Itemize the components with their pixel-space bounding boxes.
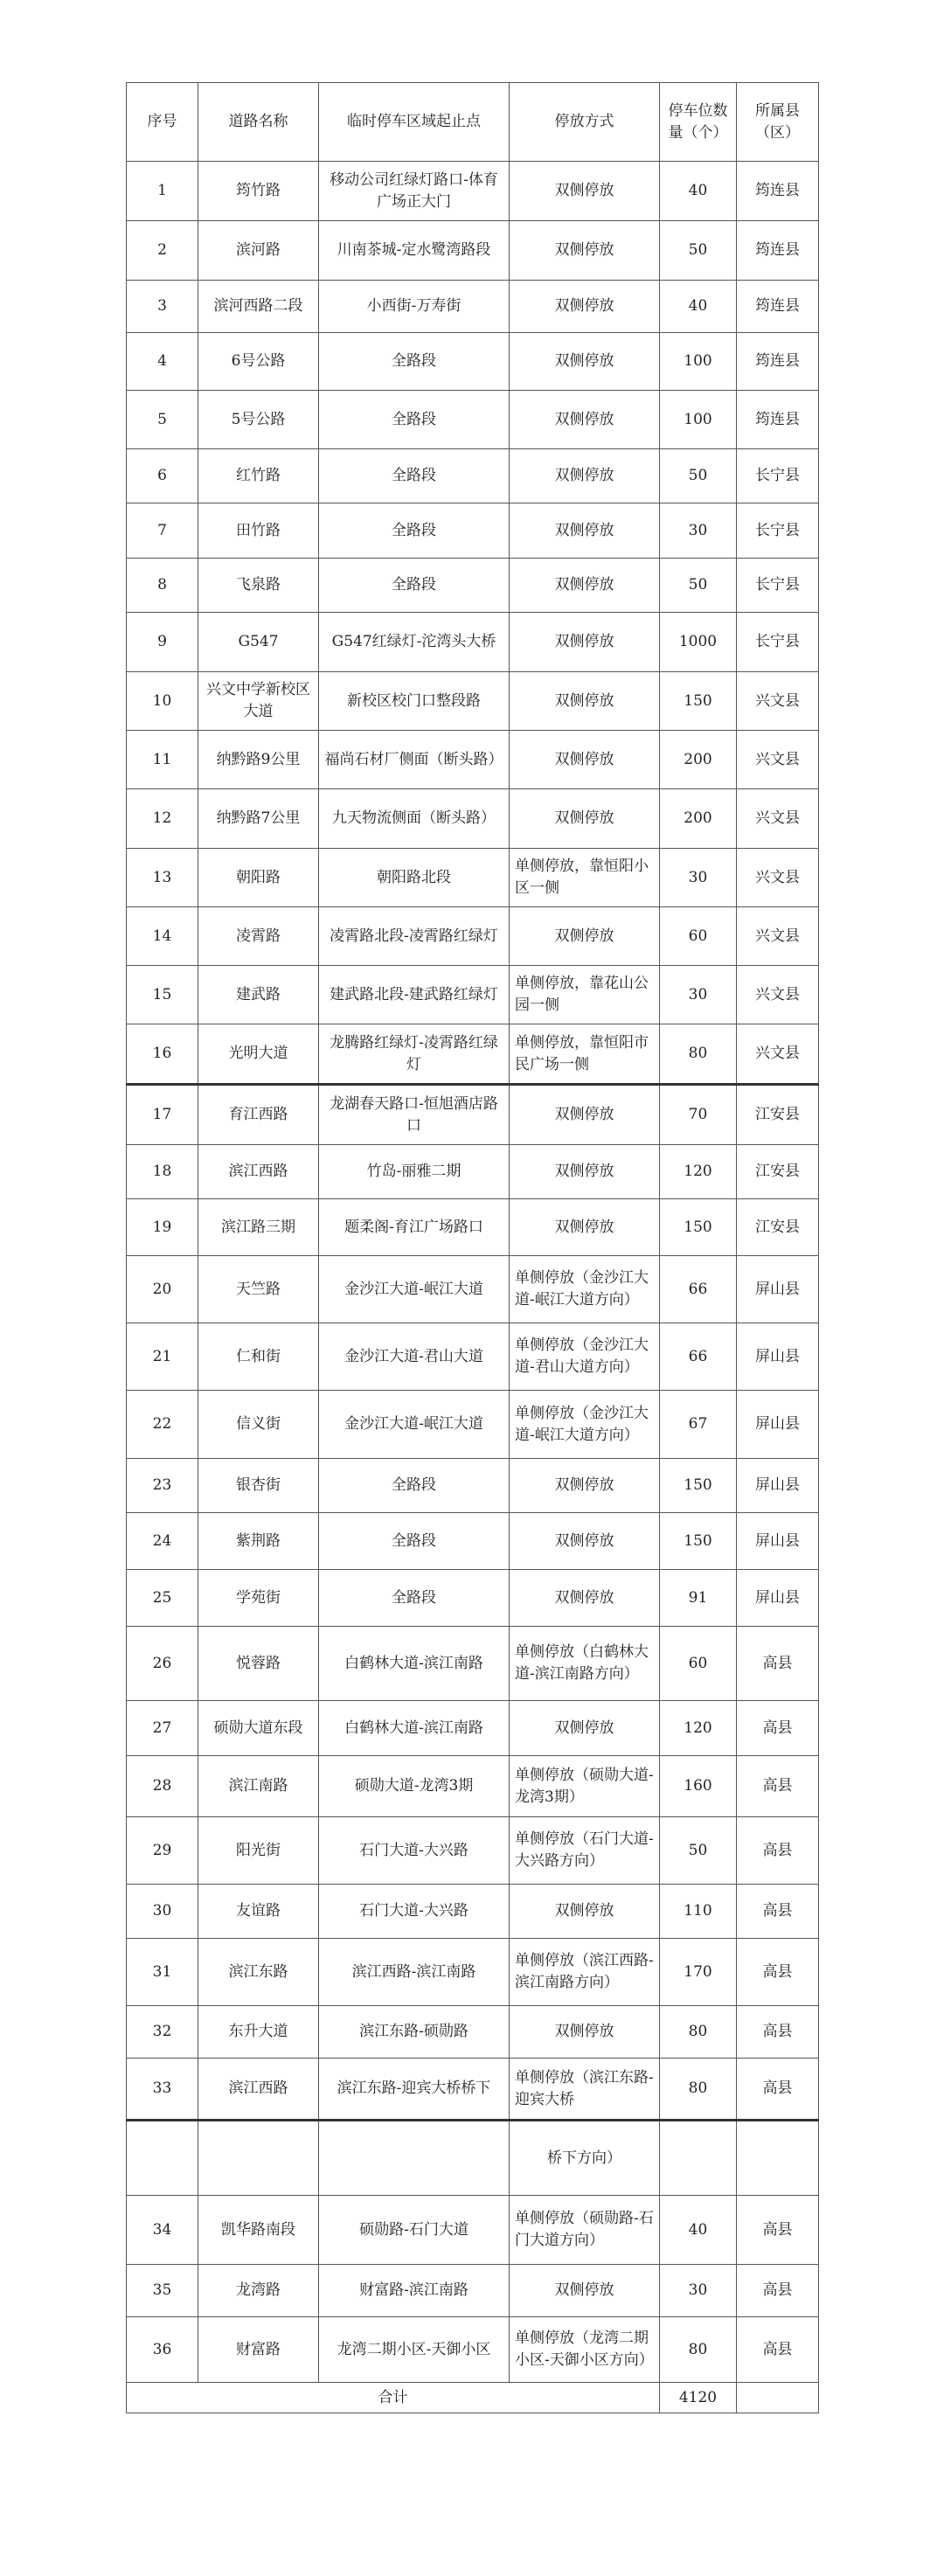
table-row — [127, 1085, 819, 1145]
table-row — [127, 2121, 819, 2196]
cell-no: 27 — [127, 1701, 198, 1756]
cell-range: 新校区校门口整段路 — [319, 672, 510, 731]
table-row — [127, 333, 819, 391]
cell-mode: 双侧停放 — [510, 672, 660, 731]
table-row — [127, 2059, 819, 2121]
cell-county: 长宁县 — [737, 613, 819, 672]
table-row — [127, 1145, 819, 1199]
cell-road: 纳黔路9公里 — [198, 731, 319, 789]
table-row — [127, 2317, 819, 2383]
cell-count: 170 — [660, 1939, 737, 2006]
cell-road: 5号公路 — [198, 391, 319, 449]
cell-mode: 双侧停放 — [510, 162, 660, 221]
cell-count — [660, 2121, 737, 2196]
cell-range: 全路段 — [319, 449, 510, 503]
table-row — [127, 2265, 819, 2317]
cell-mode: 单侧停放，靠花山公园一侧 — [510, 966, 660, 1024]
cell-county: 高县 — [737, 1817, 819, 1885]
cell-count: 80 — [660, 1024, 737, 1085]
cell-road: 银杏街 — [198, 1459, 319, 1513]
cell-no: 9 — [127, 613, 198, 672]
cell-county: 筠连县 — [737, 391, 819, 449]
cell-road: 育江西路 — [198, 1085, 319, 1145]
table-row — [127, 731, 819, 789]
cell-road: 滨河西路二段 — [198, 281, 319, 333]
table-row — [127, 1817, 819, 1885]
cell-mode: 双侧停放 — [510, 907, 660, 966]
total-empty — [737, 2383, 819, 2413]
cell-count: 150 — [660, 1459, 737, 1513]
cell-mode: 双侧停放 — [510, 1145, 660, 1199]
cell-no: 25 — [127, 1570, 198, 1627]
cell-county: 屏山县 — [737, 1570, 819, 1627]
table-row — [127, 221, 819, 281]
cell-count: 150 — [660, 672, 737, 731]
cell-county: 兴文县 — [737, 907, 819, 966]
cell-road — [198, 2121, 319, 2196]
cell-road: 凌霄路 — [198, 907, 319, 966]
cell-count: 91 — [660, 1570, 737, 1627]
cell-range: 凌霄路北段-凌霄路红绿灯 — [319, 907, 510, 966]
cell-count: 40 — [660, 162, 737, 221]
cell-range: 硕勋路-石门大道 — [319, 2196, 510, 2265]
cell-count: 160 — [660, 1756, 737, 1817]
cell-range: 全路段 — [319, 1570, 510, 1627]
cell-mode: 单侧停放（滨江西路-滨江南路方向） — [510, 1939, 660, 2006]
header-cell-county: 所属县（区） — [737, 83, 819, 162]
cell-count: 80 — [660, 2317, 737, 2383]
cell-range: 题柔阁-育江广场路口 — [319, 1199, 510, 1256]
table-header-row — [127, 83, 819, 162]
cell-county: 高县 — [737, 2196, 819, 2265]
cell-county: 高县 — [737, 1756, 819, 1817]
cell-count: 40 — [660, 281, 737, 333]
table-row — [127, 1885, 819, 1939]
cell-no: 28 — [127, 1756, 198, 1817]
cell-road: 田竹路 — [198, 503, 319, 559]
table-row — [127, 1627, 819, 1701]
cell-no: 14 — [127, 907, 198, 966]
cell-road: 兴文中学新校区大道 — [198, 672, 319, 731]
cell-road: 建武路 — [198, 966, 319, 1024]
cell-road: 学苑街 — [198, 1570, 319, 1627]
cell-range: 白鹤林大道-滨江南路 — [319, 1627, 510, 1701]
cell-road: 悦蓉路 — [198, 1627, 319, 1701]
cell-count: 150 — [660, 1513, 737, 1570]
cell-range: 建武路北段-建武路红绿灯 — [319, 966, 510, 1024]
table-row — [127, 907, 819, 966]
cell-mode: 单侧停放，靠恒阳市民广场一侧 — [510, 1024, 660, 1085]
cell-mode: 双侧停放 — [510, 2006, 660, 2059]
cell-mode: 双侧停放 — [510, 613, 660, 672]
cell-no: 32 — [127, 2006, 198, 2059]
cell-mode: 单侧停放（硕勋大道-龙湾3期） — [510, 1756, 660, 1817]
cell-county: 高县 — [737, 2317, 819, 2383]
cell-no: 10 — [127, 672, 198, 731]
cell-mode: 双侧停放 — [510, 1085, 660, 1145]
cell-no: 2 — [127, 221, 198, 281]
cell-mode: 双侧停放 — [510, 221, 660, 281]
table-row — [127, 672, 819, 731]
cell-county: 屏山县 — [737, 1459, 819, 1513]
cell-county: 屏山县 — [737, 1391, 819, 1459]
cell-no: 17 — [127, 1085, 198, 1145]
cell-county: 屏山县 — [737, 1323, 819, 1391]
cell-mode: 单侧停放（龙湾二期小区-天御小区方向） — [510, 2317, 660, 2383]
table-row — [127, 613, 819, 672]
cell-range: 石门大道-大兴路 — [319, 1817, 510, 1885]
cell-no: 12 — [127, 789, 198, 849]
cell-no: 20 — [127, 1256, 198, 1323]
cell-no: 3 — [127, 281, 198, 333]
cell-mode: 双侧停放 — [510, 731, 660, 789]
cell-county: 高县 — [737, 2006, 819, 2059]
cell-range: 龙湖春天路口-恒旭酒店路口 — [319, 1085, 510, 1145]
cell-no: 5 — [127, 391, 198, 449]
cell-count: 30 — [660, 503, 737, 559]
cell-mode: 双侧停放 — [510, 503, 660, 559]
table-row — [127, 1323, 819, 1391]
cell-road: 6号公路 — [198, 333, 319, 391]
cell-county: 江安县 — [737, 1199, 819, 1256]
cell-mode: 双侧停放 — [510, 1459, 660, 1513]
cell-mode: 双侧停放 — [510, 2265, 660, 2317]
cell-county: 兴文县 — [737, 731, 819, 789]
cell-range: 全路段 — [319, 559, 510, 613]
table-row — [127, 789, 819, 849]
cell-mode: 单侧停放，靠恒阳小区一侧 — [510, 849, 660, 907]
cell-mode: 单侧停放（金沙江大道-君山大道方向） — [510, 1323, 660, 1391]
cell-county: 筠连县 — [737, 281, 819, 333]
cell-count: 60 — [660, 1627, 737, 1701]
cell-mode: 双侧停放 — [510, 1570, 660, 1627]
cell-road: 滨江东路 — [198, 1939, 319, 2006]
cell-range: 九天物流侧面（断头路） — [319, 789, 510, 849]
cell-county: 屏山县 — [737, 1256, 819, 1323]
cell-road: 紫荆路 — [198, 1513, 319, 1570]
table-row — [127, 1939, 819, 2006]
cell-road: 天竺路 — [198, 1256, 319, 1323]
header-cell-mode: 停放方式 — [510, 83, 660, 162]
cell-mode: 单侧停放（金沙江大道-岷江大道方向） — [510, 1391, 660, 1459]
cell-no: 26 — [127, 1627, 198, 1701]
cell-county: 长宁县 — [737, 559, 819, 613]
cell-mode: 双侧停放 — [510, 1701, 660, 1756]
cell-no: 19 — [127, 1199, 198, 1256]
cell-no: 33 — [127, 2059, 198, 2121]
cell-count: 80 — [660, 2059, 737, 2121]
cell-range: 福尚石材厂侧面（断头路） — [319, 731, 510, 789]
cell-road: 财富路 — [198, 2317, 319, 2383]
cell-range: 朝阳路北段 — [319, 849, 510, 907]
cell-county: 兴文县 — [737, 849, 819, 907]
cell-count: 30 — [660, 849, 737, 907]
table-row — [127, 849, 819, 907]
cell-road: 滨江路三期 — [198, 1199, 319, 1256]
cell-road: 信义街 — [198, 1391, 319, 1459]
cell-count: 30 — [660, 966, 737, 1024]
cell-road: 仁和街 — [198, 1323, 319, 1391]
table-row — [127, 1513, 819, 1570]
cell-no: 8 — [127, 559, 198, 613]
cell-no: 36 — [127, 2317, 198, 2383]
total-label: 合计 — [127, 2383, 660, 2413]
cell-range: 金沙江大道-岷江大道 — [319, 1391, 510, 1459]
cell-no: 13 — [127, 849, 198, 907]
cell-mode: 双侧停放 — [510, 449, 660, 503]
cell-range: 全路段 — [319, 391, 510, 449]
cell-road: 红竹路 — [198, 449, 319, 503]
cell-county — [737, 2121, 819, 2196]
table-row — [127, 559, 819, 613]
table-row — [127, 1570, 819, 1627]
cell-county: 筠连县 — [737, 333, 819, 391]
cell-county: 高县 — [737, 2059, 819, 2121]
cell-mode: 双侧停放 — [510, 789, 660, 849]
cell-road: 飞泉路 — [198, 559, 319, 613]
table-row — [127, 1756, 819, 1817]
cell-county: 江安县 — [737, 1085, 819, 1145]
cell-count: 150 — [660, 1199, 737, 1256]
table-row — [127, 1701, 819, 1756]
cell-no: 31 — [127, 1939, 198, 2006]
table-row — [127, 391, 819, 449]
cell-road: 阳光街 — [198, 1817, 319, 1885]
cell-count: 70 — [660, 1085, 737, 1145]
header-cell-no: 序号 — [127, 83, 198, 162]
table-row — [127, 503, 819, 559]
cell-no: 24 — [127, 1513, 198, 1570]
cell-county: 高县 — [737, 1939, 819, 2006]
cell-county: 高县 — [737, 2265, 819, 2317]
cell-range: 川南茶城-定水鹭湾路段 — [319, 221, 510, 281]
cell-county: 屏山县 — [737, 1513, 819, 1570]
cell-range: 金沙江大道-君山大道 — [319, 1323, 510, 1391]
cell-range: 滨江西路-滨江南路 — [319, 1939, 510, 2006]
cell-no: 22 — [127, 1391, 198, 1459]
parking-table — [126, 82, 819, 2413]
cell-no: 18 — [127, 1145, 198, 1199]
cell-range: 龙腾路红绿灯-凌霄路红绿灯 — [319, 1024, 510, 1085]
cell-no: 23 — [127, 1459, 198, 1513]
cell-no: 4 — [127, 333, 198, 391]
cell-count: 50 — [660, 449, 737, 503]
cell-range: 滨江东路-迎宾大桥桥下 — [319, 2059, 510, 2121]
cell-road: 朝阳路 — [198, 849, 319, 907]
cell-mode: 单侧停放（石门大道-大兴路方向） — [510, 1817, 660, 1885]
total-count: 4120 — [660, 2383, 737, 2413]
cell-mode: 单侧停放（白鹤林大道-滨江南路方向） — [510, 1627, 660, 1701]
table-row — [127, 162, 819, 221]
cell-mode: 双侧停放 — [510, 391, 660, 449]
cell-count: 200 — [660, 731, 737, 789]
cell-road: 凯华路南段 — [198, 2196, 319, 2265]
cell-count: 80 — [660, 2006, 737, 2059]
cell-no: 16 — [127, 1024, 198, 1085]
table-row — [127, 966, 819, 1024]
cell-county: 筠连县 — [737, 221, 819, 281]
cell-count: 1000 — [660, 613, 737, 672]
cell-county: 高县 — [737, 1627, 819, 1701]
cell-count: 50 — [660, 221, 737, 281]
cell-county: 兴文县 — [737, 672, 819, 731]
cell-count: 60 — [660, 907, 737, 966]
cell-count: 120 — [660, 1701, 737, 1756]
cell-count: 67 — [660, 1391, 737, 1459]
header-cell-range: 临时停车区域起止点 — [319, 83, 510, 162]
cell-range: 财富路-滨江南路 — [319, 2265, 510, 2317]
cell-mode: 单侧停放（滨江东路-迎宾大桥 — [510, 2059, 660, 2121]
cell-range: 滨江东路-硕勋路 — [319, 2006, 510, 2059]
cell-county: 兴文县 — [737, 789, 819, 849]
cell-no: 35 — [127, 2265, 198, 2317]
cell-county: 江安县 — [737, 1145, 819, 1199]
table-row — [127, 1024, 819, 1085]
cell-count: 110 — [660, 1885, 737, 1939]
parking-table-body — [127, 83, 819, 2413]
header-cell-count: 停车位数量（个） — [660, 83, 737, 162]
cell-count: 66 — [660, 1323, 737, 1391]
cell-county: 长宁县 — [737, 503, 819, 559]
cell-range: 小西街-万寿街 — [319, 281, 510, 333]
cell-range: 全路段 — [319, 1513, 510, 1570]
cell-mode: 双侧停放 — [510, 281, 660, 333]
cell-mode: 双侧停放 — [510, 1885, 660, 1939]
total-row — [127, 2383, 819, 2413]
cell-count: 100 — [660, 391, 737, 449]
cell-no: 1 — [127, 162, 198, 221]
table-row — [127, 1256, 819, 1323]
cell-range: 竹岛-丽雅二期 — [319, 1145, 510, 1199]
cell-no: 7 — [127, 503, 198, 559]
cell-mode: 桥下方向） — [510, 2121, 660, 2196]
cell-county: 筠连县 — [737, 162, 819, 221]
cell-range: 龙湾二期小区-天御小区 — [319, 2317, 510, 2383]
cell-road: 滨江西路 — [198, 2059, 319, 2121]
cell-range: 移动公司红绿灯路口-体育广场正大门 — [319, 162, 510, 221]
cell-count: 66 — [660, 1256, 737, 1323]
cell-range: 全路段 — [319, 333, 510, 391]
cell-road: 滨江西路 — [198, 1145, 319, 1199]
cell-road: 滨河路 — [198, 221, 319, 281]
cell-county: 兴文县 — [737, 1024, 819, 1085]
table-row — [127, 449, 819, 503]
table-row — [127, 1391, 819, 1459]
cell-mode: 双侧停放 — [510, 333, 660, 391]
cell-count: 120 — [660, 1145, 737, 1199]
table-row — [127, 2006, 819, 2059]
cell-road: 友谊路 — [198, 1885, 319, 1939]
table-row — [127, 2196, 819, 2265]
cell-range: G547红绿灯-沱湾头大桥 — [319, 613, 510, 672]
cell-range: 硕勋大道-龙湾3期 — [319, 1756, 510, 1817]
cell-count: 40 — [660, 2196, 737, 2265]
cell-road: 筠竹路 — [198, 162, 319, 221]
cell-mode: 单侧停放（金沙江大道-岷江大道方向） — [510, 1256, 660, 1323]
cell-county: 长宁县 — [737, 449, 819, 503]
cell-count: 50 — [660, 1817, 737, 1885]
cell-road: 东升大道 — [198, 2006, 319, 2059]
cell-road: 龙湾路 — [198, 2265, 319, 2317]
cell-no: 15 — [127, 966, 198, 1024]
cell-county: 兴文县 — [737, 966, 819, 1024]
cell-road: G547 — [198, 613, 319, 672]
cell-no: 30 — [127, 1885, 198, 1939]
cell-no: 29 — [127, 1817, 198, 1885]
cell-no — [127, 2121, 198, 2196]
cell-road: 纳黔路7公里 — [198, 789, 319, 849]
cell-count: 50 — [660, 559, 737, 613]
table-row — [127, 1199, 819, 1256]
table-row — [127, 1459, 819, 1513]
cell-no: 11 — [127, 731, 198, 789]
cell-road: 光明大道 — [198, 1024, 319, 1085]
cell-no: 34 — [127, 2196, 198, 2265]
cell-mode: 单侧停放（硕勋路-石门大道方向） — [510, 2196, 660, 2265]
cell-count: 100 — [660, 333, 737, 391]
cell-count: 200 — [660, 789, 737, 849]
cell-mode: 双侧停放 — [510, 559, 660, 613]
header-cell-road: 道路名称 — [198, 83, 319, 162]
cell-range: 金沙江大道-岷江大道 — [319, 1256, 510, 1323]
cell-range: 石门大道-大兴路 — [319, 1885, 510, 1939]
cell-range: 全路段 — [319, 1459, 510, 1513]
cell-range: 白鹤林大道-滨江南路 — [319, 1701, 510, 1756]
cell-range: 全路段 — [319, 503, 510, 559]
table-row — [127, 281, 819, 333]
cell-count: 30 — [660, 2265, 737, 2317]
cell-county: 高县 — [737, 1885, 819, 1939]
cell-county: 高县 — [737, 1701, 819, 1756]
cell-no: 21 — [127, 1323, 198, 1391]
cell-no: 6 — [127, 449, 198, 503]
cell-road: 硕勋大道东段 — [198, 1701, 319, 1756]
cell-range — [319, 2121, 510, 2196]
cell-mode: 双侧停放 — [510, 1513, 660, 1570]
cell-road: 滨江南路 — [198, 1756, 319, 1817]
cell-mode: 双侧停放 — [510, 1199, 660, 1256]
